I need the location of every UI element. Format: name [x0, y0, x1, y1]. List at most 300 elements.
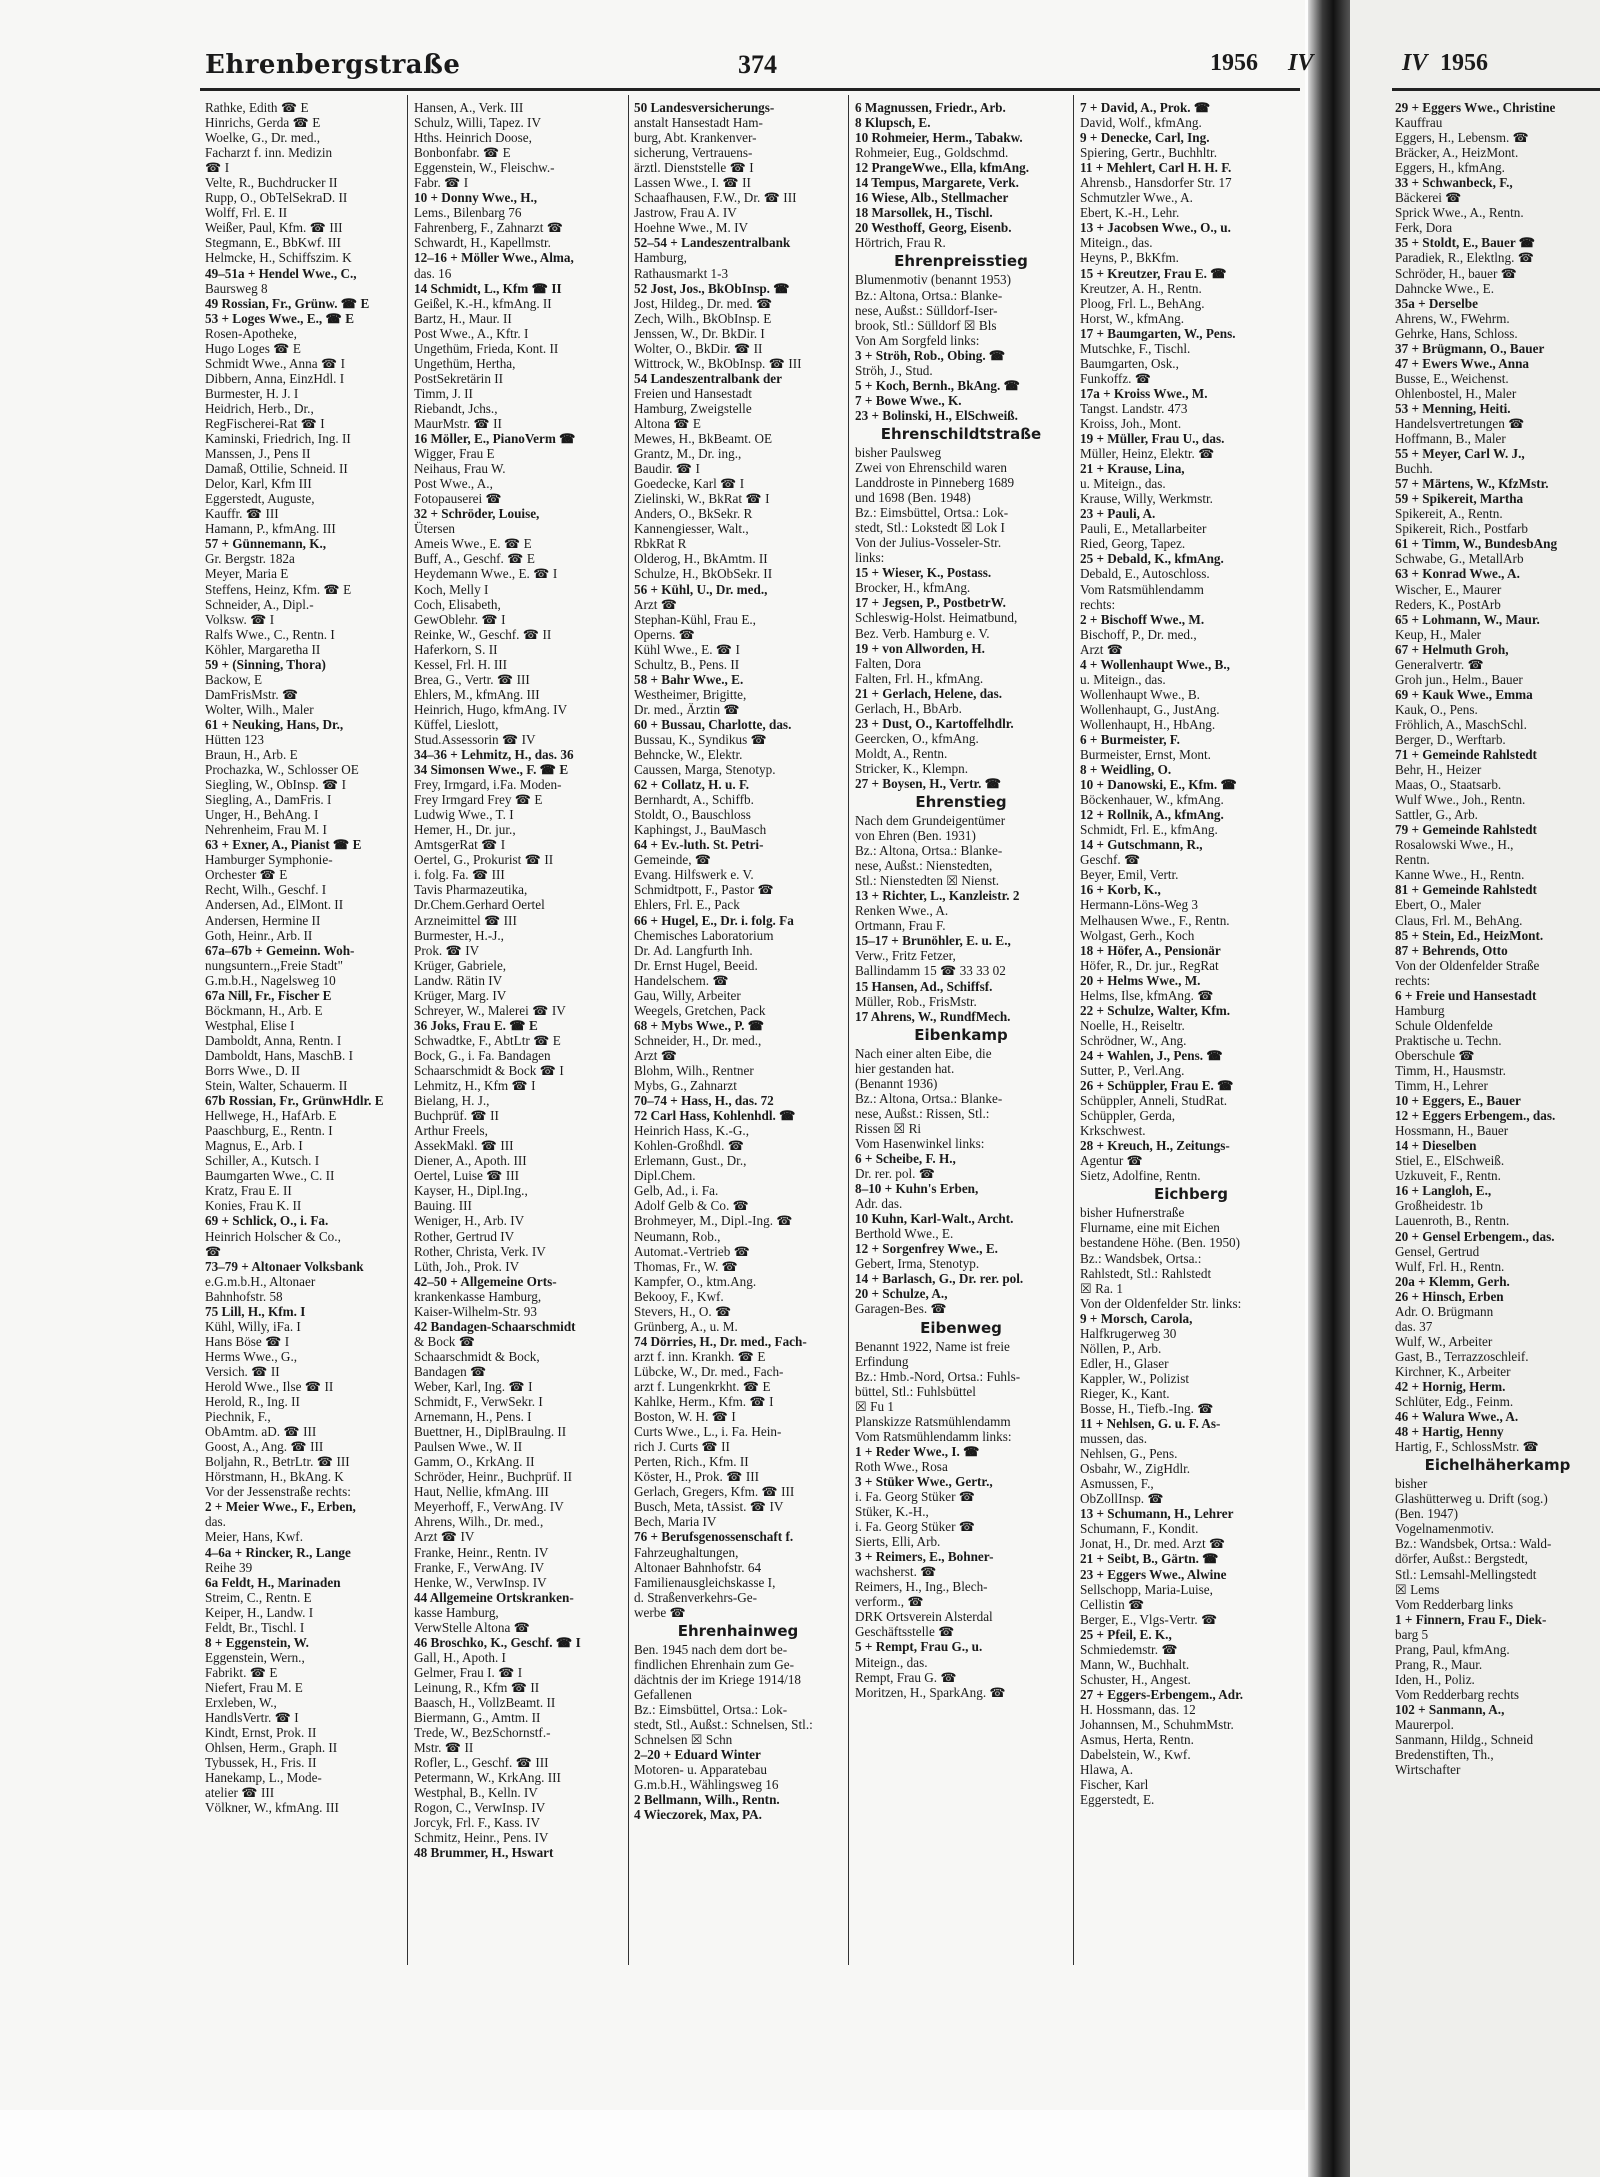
street-heading: Ehrenpreisstieg	[894, 252, 1028, 271]
directory-entry: Wigger, Frau E	[414, 446, 495, 462]
directory-entry: Post Wwe., A., Kftr. I	[414, 325, 529, 341]
directory-entry: Zwei von Ehrenschild waren	[855, 459, 1007, 475]
directory-entry: Rother, Christa, Verk. IV	[414, 1243, 546, 1259]
directory-entry: Adr. O. Brügmann	[1395, 1303, 1494, 1319]
directory-entry: 54 Landeszentralbank der	[634, 370, 783, 386]
directory-entry: 66 + Hugel, E., Dr. i. folg. Fa	[634, 912, 794, 928]
directory-entry: 25 + Debald, K., kfmAng.	[1080, 551, 1224, 567]
directory-entry: Stiel, E., ElSchweiß.	[1395, 1153, 1505, 1169]
directory-entry: Dahncke Wwe., E.	[1395, 280, 1494, 296]
directory-entry: Kappler, W., Polizist	[1080, 1370, 1189, 1386]
column-divider	[1073, 95, 1074, 1965]
directory-entry: Dr. rer. pol. ☎	[855, 1166, 936, 1182]
directory-entry: Ehlers, Frl. E., Pack	[634, 897, 740, 913]
directory-entry: Hörstmann, H., BkAng. K	[205, 1469, 344, 1485]
directory-entry: Bech, Maria IV	[634, 1514, 717, 1530]
directory-entry: Buettner, H., DiplBraulng. II	[414, 1424, 567, 1440]
directory-entry: Bauing. III	[414, 1198, 472, 1214]
directory-entry: 22 + Schulze, Walter, Kfm.	[1080, 1002, 1231, 1018]
directory-entry: findlichen Ehrenhain zum Ge-	[634, 1656, 795, 1672]
directory-entry: Nehrenheim, Frau M. I	[205, 822, 327, 838]
directory-entry: Küffel, Lieslott,	[414, 716, 499, 732]
directory-entry: Eggenstein, Wern.,	[205, 1649, 305, 1665]
directory-entry: 7 + David, A., Prok. ☎	[1080, 100, 1211, 115]
street-heading: Eibenweg	[920, 1318, 1002, 1337]
directory-entry: Ohlsen, Herm., Graph. II	[205, 1740, 338, 1756]
directory-entry: i. Fa. Georg Stüker ☎	[855, 1519, 976, 1535]
directory-entry: Cellistin ☎	[1080, 1596, 1145, 1612]
directory-entry: Boston, W. H. ☎ I	[634, 1409, 736, 1425]
directory-entry: bisher	[1395, 1476, 1428, 1492]
directory-entry: Fahrzeughaltungen,	[634, 1544, 739, 1560]
directory-entry: Rosalowski Wwe., H.,	[1395, 837, 1514, 853]
directory-entry: Rofler, L., Geschf. ☎ III	[414, 1755, 549, 1771]
directory-entry: Grünberg, A., u. M.	[634, 1318, 738, 1334]
directory-entry: Moldt, A., Rentn.	[855, 745, 948, 761]
directory-entry: Arzt ☎	[634, 1047, 678, 1063]
directory-entry: 102 + Sanmann, A.,	[1395, 1701, 1505, 1717]
directory-entry: Heidrich, Herb., Dr.,	[205, 400, 314, 416]
directory-entry: Facharzt f. inn. Medizin	[205, 145, 333, 161]
directory-entry: Rieger, K., Kant.	[1080, 1385, 1170, 1401]
directory-entry: Kampfer, O., ktm.Ang.	[634, 1273, 757, 1289]
directory-entry: Ralfs Wwe., C., Rentn. I	[205, 626, 335, 642]
directory-entry: Lübcke, W., Dr. med., Fach-	[634, 1363, 784, 1379]
directory-entry: Grantz, M., Dr. ing.,	[634, 446, 742, 462]
directory-entry: Arzt ☎	[634, 596, 678, 612]
directory-entry: Reinke, W., Geschf. ☎ II	[414, 626, 552, 642]
directory-entry: 57 + Märtens, W., KfzMstr.	[1395, 476, 1549, 492]
directory-entry: Franke, F., VerwAng. IV	[414, 1559, 545, 1575]
directory-entry: Freien und Hansestadt	[634, 385, 752, 401]
directory-entry: rechts:	[1395, 972, 1431, 988]
directory-entry: 6 + Scheibe, F. H.,	[855, 1151, 956, 1166]
directory-entry: Hamann, P., kfmAng. III	[205, 521, 336, 537]
directory-entry: Fahrenberg, F., Zahnarzt ☎	[414, 220, 564, 236]
directory-entry: 19 + Müller, Frau U., das.	[1080, 431, 1225, 447]
directory-entry: Familienausgleichskasse I,	[634, 1574, 776, 1590]
directory-entry: David, Wolf., kfmAng.	[1080, 115, 1202, 131]
directory-entry: Hths. Heinrich Doose,	[414, 130, 532, 146]
directory-entry: ☎ I	[205, 160, 230, 176]
directory-entry: 75 Lill, H., Kfm. I	[205, 1303, 306, 1319]
directory-entry: Baumgarten Wwe., C. II	[205, 1168, 335, 1184]
directory-entry: Hamburger Symphonie-	[205, 852, 333, 868]
directory-entry: Erxleben, W.,	[205, 1694, 277, 1710]
directory-entry: Lehmitz, H., Kfm ☎ I	[414, 1078, 536, 1094]
directory-entry: Bz.: Altona, Ortsa.: Blanke-	[855, 843, 1003, 859]
directory-entry: links:	[855, 550, 885, 566]
directory-entry: arzt f. Lungenkrkht. ☎ E	[634, 1378, 771, 1394]
directory-entry: Köhler, Margaretha II	[205, 641, 321, 657]
directory-entry: Tangst. Landstr. 473	[1080, 400, 1188, 416]
directory-entry: 49–51a + Hendel Wwe., C.,	[205, 265, 357, 281]
directory-entry: 8 Klupsch, E.	[855, 115, 931, 131]
directory-entry: Fotopauserei ☎	[414, 491, 502, 507]
directory-entry: 17 + Jegsen, P., PostbetrW.	[855, 595, 1006, 611]
directory-entry: Weber, Karl, Ing. ☎ I	[414, 1378, 533, 1394]
directory-entry: Lassen Wwe., I. ☎ II	[634, 175, 751, 191]
directory-entry: Schulze, H., BkObSekr. II	[634, 566, 773, 582]
directory-entry: 52 Jost, Jos., BkObInsp. ☎	[634, 280, 790, 296]
directory-entry: Fröhlich, A., MaschSchl.	[1395, 716, 1527, 732]
directory-entry: Lüth, Joh., Prok. IV	[414, 1258, 520, 1274]
directory-entry: Andersen, Ad., ElMont. II	[205, 897, 344, 913]
directory-entry: Johannsen, M., SchuhmMstr.	[1080, 1716, 1234, 1732]
directory-entry: 12 + Eggers Erbengem., das.	[1395, 1108, 1556, 1124]
directory-entry: Von der Oldenfelder Straße	[1395, 957, 1540, 973]
directory-entry: 19 + von Allworden, H.	[855, 640, 985, 656]
directory-entry: Spikereit, Rich., Postfarb	[1395, 521, 1528, 537]
directory-entry: Kayser, H., Dipl.Ing.,	[414, 1183, 528, 1199]
directory-entry: Hanekamp, L., Mode-	[205, 1770, 322, 1786]
directory-entry: Edler, H., Glaser	[1080, 1355, 1169, 1371]
directory-entry: Arzt ☎	[1080, 641, 1124, 657]
directory-entry: Brea, G., Vertr. ☎ III	[414, 671, 530, 687]
directory-entry: Erfindung	[855, 1353, 909, 1369]
directory-entry: Schmitz, Heinr., Pens. IV	[414, 1830, 549, 1846]
directory-entry: Ungethüm, Hertha,	[414, 355, 516, 371]
directory-entry: Hellwege, H., HafArb. E	[205, 1108, 337, 1124]
directory-entry: 53 + Loges Wwe., E., ☎ E	[205, 310, 354, 326]
directory-entry: 17 + Baumgarten, W., Pens.	[1080, 325, 1236, 341]
directory-entry: 61 + Timm, W., BundesbAng	[1395, 536, 1558, 552]
directory-entry: Prok. ☎ IV	[414, 942, 480, 958]
directory-entry: 4 + Wollenhaupt Wwe., B.,	[1080, 656, 1230, 672]
directory-entry: Spiering, Gertr., Buchhltr.	[1080, 145, 1217, 161]
directory-entry: Woelke, G., Dr. med.,	[205, 130, 321, 146]
directory-entry: Bahnhofstr. 58	[205, 1288, 283, 1304]
directory-entry: Kessel, Frl. H. III	[414, 656, 508, 672]
directory-entry: nese, Außst.: Sülldorf-Iser-	[855, 302, 998, 318]
directory-entry: 2 + Bischoff Wwe., M.	[1080, 611, 1205, 627]
directory-entry: Hansen, A., Verk. III	[414, 100, 524, 115]
directory-entry: Stüker, K.-H.,	[855, 1504, 929, 1520]
directory-entry: 67 + Helmuth Groh,	[1395, 641, 1509, 657]
directory-entry: Dabelstein, W., Kwf.	[1080, 1747, 1191, 1763]
directory-entry: dörfer, Außst.: Bergstedt,	[1395, 1551, 1528, 1567]
directory-entry: Oertel, Luise ☎ III	[414, 1168, 520, 1184]
directory-entry: 16 + Korb, K.,	[1080, 882, 1161, 898]
directory-entry: Burmeister, Ernst, Mont.	[1080, 747, 1211, 763]
directory-entry: Curts Wwe., L., i. Fa. Hein-	[634, 1424, 782, 1440]
directory-entry: bisher Paulsweg	[855, 444, 942, 460]
directory-entry: 18 + Höfer, A., Pensionär	[1080, 942, 1221, 958]
directory-entry: Krause, Willy, Werkmstr.	[1080, 491, 1213, 507]
directory-entry: stedt, Stl., Außst.: Schnelsen, Stl.:	[634, 1716, 813, 1732]
directory-entry: Westheimer, Brigitte,	[634, 686, 747, 702]
directory-entry: 15 + Wieser, K., Postass.	[855, 565, 992, 581]
directory-entry: Paulsen Wwe., W. II	[414, 1439, 523, 1455]
directory-entry: Petermann, W., KrkAng. III	[414, 1770, 561, 1786]
directory-entry: Gebert, Irma, Stenotyp.	[855, 1256, 980, 1272]
directory-column-3	[634, 100, 842, 2100]
directory-entry: Geißel, K.-H., kfmAng. II	[414, 295, 552, 311]
directory-entry: 10 Kuhn, Karl-Walt., Archt.	[855, 1211, 1014, 1227]
directory-entry: VerwStelle Altona ☎	[414, 1619, 531, 1635]
directory-entry: Tavis Pharmazeutika,	[414, 882, 528, 898]
directory-entry: Schmutzler Wwe., A.	[1080, 190, 1193, 206]
directory-entry: Stl.: Nienstedten ☒ Nienst.	[855, 873, 1000, 889]
directory-entry: Westphal, Elise I	[205, 1017, 295, 1033]
directory-entry: 12–16 + Möller Wwe., Alma,	[414, 250, 574, 266]
directory-entry: Versich. ☎ II	[205, 1363, 280, 1379]
directory-entry: Hemer, H., Dr. jur.,	[414, 822, 516, 838]
directory-entry: Diener, A., Apoth. III	[414, 1153, 527, 1169]
volume-label: IV	[1288, 50, 1314, 76]
directory-entry: 48 Brummer, H., Hswart	[414, 1845, 554, 1861]
directory-entry: 23 + Pauli, A.	[1080, 506, 1156, 522]
directory-entry: arzt f. inn. Krankh. ☎ E	[634, 1348, 766, 1364]
directory-entry: DamFrisMstr. ☎	[205, 686, 299, 702]
directory-entry: Rissen ☒ Ri	[855, 1120, 922, 1136]
directory-entry: 14 Tempus, Margarete, Verk.	[855, 175, 1019, 191]
directory-entry: Schmidtpott, F., Pastor ☎	[634, 882, 774, 898]
directory-entry: Helms, Ilse, kfmAng. ☎	[1080, 987, 1214, 1003]
directory-entry: Wolgast, Gerh., Koch	[1080, 927, 1195, 943]
directory-entry: 57 + Günnemann, K.,	[205, 536, 327, 552]
directory-entry: 62 + Collatz, H. u. F.	[634, 777, 750, 793]
directory-entry: Trede, W., BezSchornstf.-	[414, 1725, 551, 1741]
directory-entry: Recht, Wilh., Geschf. I	[205, 882, 327, 898]
directory-entry: Weißer, Paul, Kfm. ☎ III	[205, 220, 343, 236]
directory-entry: ☒ Ra. 1	[1080, 1280, 1123, 1296]
directory-entry: brook, Stl.: Sülldorf ☒ Bls	[855, 317, 997, 333]
directory-entry: 2–20 + Eduard Winter	[634, 1747, 761, 1763]
directory-entry: Wollenhaupt Wwe., B.	[1080, 686, 1200, 702]
directory-entry: Behncke, W., Elektr.	[634, 747, 743, 763]
directory-entry: büttel, Stl.: Fuhlsbüttel	[855, 1383, 976, 1399]
directory-entry: Prochazka, W., Schlosser OE	[205, 762, 359, 778]
directory-entry: 23 + Eggers Wwe., Alwine	[1080, 1566, 1227, 1582]
directory-entry: ObZollInsp. ☎	[1080, 1491, 1164, 1507]
directory-entry: rich J. Curts ☎ II	[634, 1439, 730, 1455]
directory-entry: Ehlers, M., kfmAng. III	[414, 686, 540, 702]
directory-entry: Goost, A., Ang. ☎ III	[205, 1439, 324, 1455]
directory-entry: krankenkasse Hamburg,	[414, 1288, 542, 1304]
directory-entry: Schwardt, H., Kapellmstr.	[414, 235, 551, 251]
directory-entry: Eggenstein, W., Fleischw.-	[414, 160, 555, 176]
directory-entry: Kindt, Ernst, Prok. II	[205, 1725, 317, 1741]
directory-entry: Hlawa, A.	[1080, 1762, 1134, 1778]
directory-entry: 25 + Pfeil, E. K.,	[1080, 1626, 1172, 1642]
directory-entry: Rohmeier, Eug., Goldschmd.	[855, 145, 1009, 161]
directory-entry: 56 + Kühl, U., Dr. med.,	[634, 581, 768, 597]
directory-entry: AssekMakl. ☎ III	[414, 1138, 514, 1154]
directory-entry: Buchprüf. ☎ II	[414, 1108, 499, 1124]
directory-entry: Siegling, W., ObInsp. ☎ I	[205, 777, 346, 793]
directory-entry: 20 + Helms Wwe., M.	[1080, 972, 1201, 988]
directory-entry: Motoren- u. Apparatebau	[634, 1762, 767, 1778]
directory-entry: Nehlsen, G., Pens.	[1080, 1446, 1178, 1462]
directory-entry: Tybussek, H., Fris. II	[205, 1755, 317, 1771]
directory-entry: 67a–67b + Gemeinn. Woh-	[205, 942, 355, 958]
directory-entry: 34–36 + Lehmitz, H., das. 36	[414, 747, 574, 763]
directory-entry: PostSekretärin II	[414, 370, 503, 386]
directory-entry: Sietz, Adolfine, Rentn.	[1080, 1168, 1201, 1184]
directory-entry: Mstr. ☎ II	[414, 1740, 474, 1756]
directory-entry: Damaß, Ottilie, Schneid. II	[205, 461, 348, 477]
directory-entry: Berger, D., Werftarb.	[1395, 731, 1506, 747]
directory-entry: Helmcke, H., Schiffszim. K	[205, 250, 352, 266]
directory-entry: Zech, Wilh., BkObInsp. E	[634, 310, 772, 326]
directory-entry: Melhausen Wwe., F., Rentn.	[1080, 912, 1230, 928]
directory-entry: Krüger, Marg. IV	[414, 987, 507, 1003]
directory-entry: Bz.: Eimsbüttel, Ortsa.: Lok-	[634, 1701, 788, 1717]
directory-entry: DRK Ortsverein Alsterdal	[855, 1609, 993, 1625]
directory-entry: Steffens, Heinz, Kfm. ☎ E	[205, 581, 352, 597]
directory-entry: Kühl, Willy, iFa. I	[205, 1318, 301, 1334]
directory-entry: Verw., Fritz Fetzer,	[855, 948, 956, 964]
directory-entry: Rempt, Frau G. ☎	[855, 1669, 957, 1685]
directory-entry: Garagen-Bes. ☎	[855, 1301, 947, 1317]
directory-entry: Schultz, B., Pens. II	[634, 656, 740, 672]
directory-entry: Kühl Wwe., E. ☎ I	[634, 641, 740, 657]
directory-entry: 46 Broschko, K., Geschf. ☎ I	[414, 1634, 581, 1650]
directory-entry: Boljahn, R., BetrLtr. ☎ III	[205, 1454, 350, 1470]
directory-entry: Arnemann, H., Pens. I	[414, 1409, 532, 1425]
directory-entry: Franke, Heinr., Rentn. IV	[414, 1544, 549, 1560]
directory-entry: Schule Oldenfelde	[1395, 1017, 1493, 1033]
directory-entry: 63 + Exner, A., Pianist ☎ E	[205, 837, 362, 853]
directory-entry: 8 + Weidling, O.	[1080, 762, 1172, 778]
directory-entry: Schwadtke, F., AbtLtr ☎ E	[414, 1032, 561, 1048]
directory-entry: Anders, O., BkSekr. R	[634, 506, 753, 522]
directory-entry: Haferkorn, S. II	[414, 641, 498, 657]
directory-entry: Schneider, A., Dipl.-	[205, 596, 314, 612]
directory-entry: 61 + Neuking, Hans, Dr.,	[205, 716, 344, 732]
directory-entry: Ludwig Wwe., T. I	[414, 807, 514, 823]
directory-entry: 71 + Gemeinde Rahlstedt	[1395, 747, 1537, 763]
directory-entry: Ried, Georg, Tapez.	[1080, 536, 1186, 552]
directory-entry: Jorcyk, Frl. F., Kass. IV	[414, 1815, 541, 1831]
directory-entry: 69 + Kauk Wwe., Emma	[1395, 686, 1533, 702]
directory-entry: Manssen, J., Pens II	[205, 446, 311, 462]
directory-entry: Kroiss, Joh., Mont.	[1080, 415, 1182, 431]
directory-entry: Ütersen	[414, 521, 456, 537]
directory-entry: Bz.: Altona, Ortsa.: Blanke-	[855, 287, 1003, 303]
column-divider	[628, 95, 629, 1965]
directory-column-1	[205, 100, 401, 2100]
directory-entry: Piechnik, F.,	[205, 1409, 271, 1425]
directory-entry: Benannt 1922, Name ist freie	[855, 1338, 1010, 1354]
directory-entry: Burmester, H.-J.,	[414, 927, 504, 943]
directory-entry: 60 + Bussau, Charlotte, das.	[634, 716, 792, 732]
directory-entry: Von Am Sorgfeld links:	[855, 332, 980, 348]
directory-entry: Unger, H., BehAng. I	[205, 807, 319, 823]
directory-entry: Bandagen ☎	[414, 1363, 487, 1379]
directory-entry: Rathausmarkt 1-3	[634, 265, 729, 281]
directory-entry: Mutschke, F., Tischl.	[1080, 340, 1191, 356]
directory-entry: Burmester, H. J. I	[205, 385, 299, 401]
directory-entry: Mann, W., Buchhalt.	[1080, 1656, 1190, 1672]
directory-entry: Sutter, P., Verl.Ang.	[1080, 1063, 1185, 1078]
directory-entry: Busch, Meta, tAssist. ☎ IV	[634, 1499, 784, 1515]
directory-entry: Damboldt, Anna, Rentn. I	[205, 1032, 342, 1048]
directory-entry: e.G.m.b.H., Altonaer	[205, 1273, 316, 1289]
directory-entry: Kohlen-Großhdl. ☎	[634, 1138, 745, 1154]
directory-entry: Sanmann, Hildg., Schneid	[1395, 1732, 1534, 1748]
directory-entry: Spikereit, A., Rentn.	[1395, 506, 1503, 522]
directory-entry: Herms Wwe., G.,	[205, 1348, 298, 1364]
street-heading: Eichelhäherkamp	[1424, 1456, 1571, 1475]
directory-entry: Claus, Frl. M., BehAng.	[1395, 912, 1523, 928]
directory-entry: Meier, Hans, Kwf.	[205, 1529, 303, 1545]
directory-entry: 79 + Gemeinde Rahlstedt	[1395, 822, 1537, 838]
directory-entry: Oertel, G., Prokurist ☎ II	[414, 852, 554, 868]
directory-entry: Streim, C., Rentn. E	[205, 1589, 312, 1605]
directory-entry: ärztl. Dienststelle ☎ I	[634, 160, 754, 176]
directory-entry: Schrödner, W., Ang.	[1080, 1032, 1187, 1048]
directory-entry: Wischer, E., Maurer	[1395, 581, 1502, 597]
directory-entry: Roth Wwe., Rosa	[855, 1458, 948, 1474]
directory-entry: 20 Westhoff, Georg, Eisenb.	[855, 220, 1012, 236]
directory-entry: von Ehren (Ben. 1931)	[855, 828, 976, 844]
directory-entry: 12 + Rollnik, A., kfmAng.	[1080, 807, 1224, 823]
directory-entry: Schuster, H., Angest.	[1080, 1671, 1191, 1687]
directory-entry: Wirtschafter	[1395, 1762, 1461, 1778]
directory-entry: Altonaer Bahnhofstr. 64	[634, 1559, 762, 1575]
directory-entry: Köster, H., Prok. ☎ III	[634, 1469, 760, 1485]
directory-entry: Hinrichs, Gerda ☎ E	[205, 115, 321, 131]
directory-entry: Riebandt, Jchs.,	[414, 400, 498, 416]
directory-entry: Sierts, Elli, Arb.	[855, 1534, 941, 1550]
directory-entry: 20a + Klemm, Gerh.	[1395, 1273, 1510, 1289]
directory-entry: Maurerpol.	[1395, 1716, 1454, 1732]
directory-entry: verform., ☎	[855, 1594, 924, 1610]
directory-entry: Krüger, Gabriele,	[414, 957, 507, 973]
directory-entry: Neihaus, Frau W.	[414, 461, 506, 477]
directory-entry: Herold Wwe., Ilse ☎ II	[205, 1378, 334, 1394]
directory-entry: Buff, A., Geschf. ☎ E	[414, 551, 535, 567]
directory-entry: Blohm, Wilh., Rentner	[634, 1063, 754, 1078]
directory-entry: Falten, Frl. H., kfmAng.	[855, 670, 984, 686]
directory-entry: Heinrich, Hugo, kfmAng. IV	[414, 701, 568, 717]
directory-entry: Völkner, W., kfmAng. III	[205, 1800, 339, 1816]
directory-entry: Baudir. ☎ I	[634, 461, 700, 477]
directory-entry: Bz.: Altona, Ortsa.: Blanke-	[855, 1090, 1003, 1106]
directory-entry: Bz.: Wandsbek, Ortsa.:	[1080, 1250, 1202, 1266]
directory-entry: 24 + Wahlen, J., Pens. ☎	[1080, 1047, 1223, 1063]
directory-entry: Landw. Rätin IV	[414, 972, 503, 988]
directory-entry: 7 + Bowe Wwe., K.	[855, 392, 962, 408]
directory-entry: Prang, R., Maur.	[1395, 1656, 1483, 1672]
directory-entry: Krkschwest.	[1080, 1123, 1146, 1139]
directory-entry: Schwabe, G., MetallArb	[1395, 551, 1524, 567]
directory-entry: Kreutzer, A. H., Rentn.	[1080, 280, 1202, 296]
directory-entry: Kaphingst, J., BauMasch	[634, 822, 767, 838]
directory-entry: Timm, H., Hausmstr.	[1395, 1063, 1506, 1078]
directory-entry: Neumann, Rob.,	[634, 1228, 721, 1244]
directory-entry: 8–10 + Kuhn's Erben,	[855, 1181, 979, 1197]
directory-entry: 33 + Schwanbeck, F.,	[1395, 175, 1513, 191]
directory-entry: Gr. Bergstr. 182a	[205, 551, 295, 567]
directory-entry: Rupp, O., ObTelSekraD. II	[205, 190, 348, 206]
directory-entry: Keup, H., Maler	[1395, 626, 1482, 642]
directory-entry: Hans Böse ☎ I	[205, 1333, 290, 1349]
directory-entry: Renken Wwe., A.	[855, 903, 949, 919]
directory-entry: Gerlach, H., BbArb.	[855, 700, 962, 716]
directory-entry: stedt, Stl.: Lokstedt ☒ Lok I	[855, 520, 1005, 536]
street-heading: Eichberg	[1153, 1185, 1228, 1204]
directory-entry: 16 Möller, E., PianoVerm ☎	[414, 431, 576, 447]
directory-entry: 50 Landesversicherungs-	[634, 100, 775, 115]
directory-entry: 42 + Hornig, Herm.	[1395, 1378, 1506, 1394]
directory-entry: Vor der Jessenstraße rechts:	[205, 1484, 351, 1500]
directory-entry: 6a Feldt, H., Marinaden	[205, 1574, 341, 1590]
directory-entry: 42 Bandagen-Schaarschmidt	[414, 1318, 576, 1334]
directory-entry: Miteign., das.	[855, 1654, 928, 1670]
